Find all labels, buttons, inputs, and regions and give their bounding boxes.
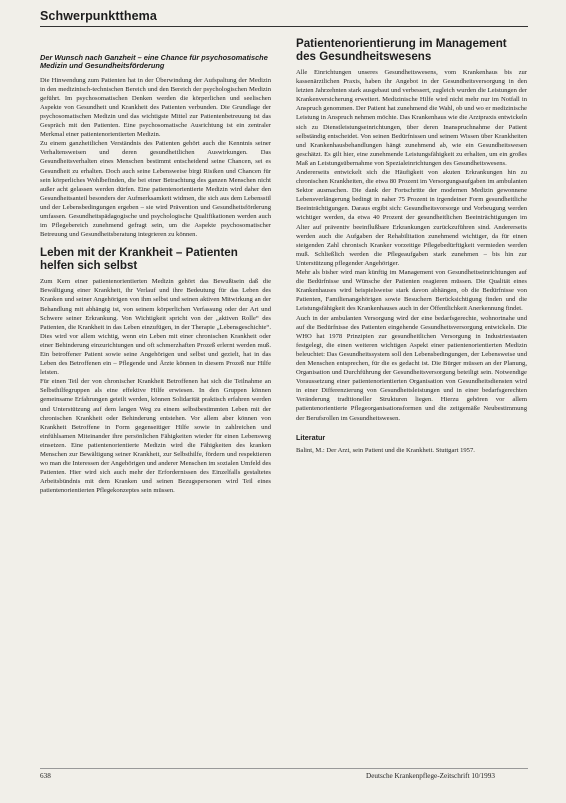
- right-paragraph-3: Mehr als bisher wird man künftig im Management von Gesundheitseinrichtungen auf die Bedürfnisse und Wünsche der Patienten reagieren müssen. Die Qualität eines Krankenhauses wird beispielsweise stark davon abhängen, ob die Bedürfnisse von Patienten, Familienangehörigen sowie Besuchern Berücksichtigung finden und die Leistungsfähigkeit des Krankenhauses auch in der Öffentlichkeit Anerkennung findet.: [296, 269, 527, 313]
- left-paragraph-2: Zu einem ganzheitlichen Verständnis des Patienten gehört auch die Kenntnis seiner Verhaltensweisen und deren gesundheitlichen Auswirkungen. Das Gesundheitsverhalten eines Menschen bestimmt entscheidend seine Chancen, sei es Gesundheit zu erhalten. Doch auch seine Lebensweise birgt Risiken und Chancen für sein körperliches Wohlbefinden, die bei einer Betrachtung des ganzen Menschen nicht außer acht gelassen werden dürfen. Eine patientenorientierte Medizin wird daher den Gesundheitsanteil besonders der Aufmerksamkeit widmen, die sich aus dem Lebensstil und der Lebensbedingungen ergeben – sie wird Prävention und Gesundheitsförderung umfassen. Gesundheitspädagogische und psychologische Qualifikationen werden auch im Pflegebereich zunehmend gefragt sein, um die Aspekte psychosomatischer Betreuung und Gesundheitsberatung integrieren zu können.: [40, 140, 271, 239]
- literature-heading: Literatur: [296, 432, 326, 442]
- left-paragraph-4: Für einen Teil der von chronischer Krankheit Betroffenen hat sich die Teilnahme an Selbsthilfegruppen als eine effektive Hilfe erwiesen. In den Gruppen können gemeinsame Erfahrungen geteilt werden, können Solidarität praktisch erfahren werden und Unterstützung auf dem langen Weg zu einem selbstbestimmten Leben mit der chronischen Krankheit oder Behinderung entstehen. Vor allem aber können von Krankheit Betroffene in Form gegenseitiger Hilfe sowie in zahlreichen und einfühlsamen Miteinander ihre persönlichen Fähigkeiten wieder für einen Lebensweg einsetzen. Eine patientenorientierte Medizin wird die Fähigkeiten des kranken Menschen zur Bewältigung seiner Krankheit, zur Selbsthilfe, fördern und respektieren wo man die Interessen der Angehörigen und anderer Menschen im sozialen Umfeld des Patienten. Hier wird sich auch mehr der Erfordernissen des Einzelfalls gestaltetes Arbeitsbündnis mit dem Kranken und seinen Bezugspersonen wird Teil eines patientenorientierten Pflegekonzeptes sein müssen.: [40, 378, 271, 495]
- left-subheading: Der Wunsch nach Ganzheit – eine Chance für psychosomatische Medizin und Gesundheitsförderung: [40, 53, 268, 71]
- literature-entry: Balint, M.: Der Arzt, sein Patient und die Krankheit. Stuttgart 1957.: [296, 446, 475, 454]
- left-paragraph-1: Die Hinwendung zum Patienten hat in der Überwindung der Aufspaltung der Medizin in den medizinisch-technischen Bereich und den Bereich der psychologischen Medizin geführt. Im psychosomatischen Denken werden die körperlichen und seelischen Aspekte von Gesundheit und Krankheit des Patienten verbunden. Die Grundlage der psychosomatischen Medizin und das wichtigste Mittel zur Patientenbetreuung ist das Gespräch mit den Patienten. Eine psychosomatische Ausrichtung ist ein zentraler Merkmal einer patientenorientierten Medizin.: [40, 76, 271, 139]
- journal-citation: Deutsche Krankenpflege-Zeitschrift 10/1993: [366, 772, 495, 780]
- header-rule: [40, 26, 528, 27]
- left-heading-2: Leben mit der Krankheit – Patienten helfen sich selbst: [40, 246, 238, 273]
- right-paragraph-2: Andererseits entwickelt sich die Häufigkeit von akuten Erkrankungen hin zu chronischen Krankheiten, die etwa 80 Prozent im Versorgungsaufgaben im ambulanten Sektor ausmachen. Die dank der Fortschritte der modernen Medizin gewonnene Lebensverlängerung bedingt in naher 75 Prozent in irgendeiner Form gesundheitliche Beeinträchtigungen. Daraus ergibt sich: Gesundheitsvorsorge und Vorbeugung werden wichtiger werden, da etwa 40 Prozent der gesundheitlichen Beeinträchtigungen im Alter auf präventiv beeinflußbare Erkrankungen zurückzuführen sind. Andererseits werden auch die Aufgaben der Rehabilitation zunehmend wichtiger, da für einen steigenden Zahl chronisch Kranker vorzeitige Pflegebedürftigkeit vermieden werden muß. Schließlich werden die Pflegeaufgaben stark zunehmen – bis hin zur Unterstützung pflegender Angehöriger.: [296, 169, 527, 267]
- right-heading: Patientenorientierung im Management des Gesundheitswesens: [296, 37, 507, 63]
- right-column: [296, 37, 527, 767]
- right-paragraph-4: Auch in der ambulanten Versorgung wird der eine bedarfsgerechte, wohnortnahe und auf die Bedürfnisse des Patienten eingehende Gesundheitsversorgung entwickeln. Die WHO hat 1978 Prinzipien zur gesundheitlichen Versorgung in Industriestaaten festgelegt, die einen weiteren wichtigen Aspekt einer patientenorientierten Medizin beleuchtet: Das Gesundheitssystem soll den Lebensbedingungen, der Lebensweise und den Menschen entsprechen, für die es gedacht ist. Die Bürger müssen an der Planung, Organisation und Durchführung der Gesundheitsversorgung beteiligt sein. Notwendige Voraussetzung einer patientenorientierten Organisation von Gesundheitsdiensten wird in einer Differenzierung von Gesundheitsleistungen und in einer bedarfsgerechten Veränderung traditioneller Strukturen liegen. Hierzu gehören vor allem patientenorientierte Pflegeorganisationsformen und die zeitgemäße Neubestimmung der Berufsrollen im Gesundheitswesen.: [296, 314, 527, 422]
- literature-block: [296, 433, 527, 455]
- right-paragraph-1: Alle Einrichtungen unseres Gesundheitswesens, vom Krankenhaus bis zur kassenärztlichen Praxis, haben ihr Angebot in der Gesundheitsversorgung in den letzten Jahrzehnten stark ausgebaut und verbessert, zugleich wurden die Leistungen der Krankenversicherung erweitert. Medizinische Hilfe wird nicht mehr nur im Notfall in Anspruch genommen. Der Patient hat zunehmend die Wahl, ob und wo er medizinische Leistung in Anspruch nehmen möchte. Das Krankenhaus wie die Arztpraxis entwickeln sich zu Dienstleistungseinrichtungen, über deren Inanspruchnahme der Patient selbständig entscheidet. Von seinen Bedürfnissen und seinem Wissen über Krankheiten und Krankenhausbehandlungen hängt zunehmend ab, wie ein Gesundheitswesen geschätzt. Es gilt hier, eine zunehmende Leistungsfähigkeit zu erhalten, um ein großes Maß an Leistungsübernahme von Spezialeinrichtungen des Gesundheitswesens.: [296, 68, 527, 167]
- footer-rule: [40, 768, 528, 769]
- left-column: [40, 37, 271, 767]
- left-paragraph-3: Zum Kern einer patientenorientierten Medizin gehört das Bewußtsein daß die Bewältigung einer Krankheit, ihr Verlauf und ihre Bedeutung für das Leben des Kranken und seiner Angehörigen von ihm selbst und seinen aktiven Mitwirkung an der Behandlung mit abhängig ist, von seinem körperlichen Verfassung oder der Art und Schwere seiner Erkrankung. Von Wichtigkeit spricht von der „aktiven Rolle“ des Patienten, die Krankheit in das Leben einzufügen, in der Therapie „Lebensgeschichte“. Dies wird vor allem wichtig, wenn ein Leben mit einer chronischen Krankheit oder einer Behinderung einzurichtungen und oft schmerzhaften Prozeß erlernt werden muß. Ein betroffener Patient sowie seine Angehörigen und selbst und gezielt, hat in das Leben des Betroffenen ein – Pflegende und Ärzte können in diesem Prozeß nur Hilfe leisten.: [40, 278, 271, 377]
- section-title: Schwerpunktthema: [40, 9, 157, 23]
- page-number: 638: [40, 772, 51, 780]
